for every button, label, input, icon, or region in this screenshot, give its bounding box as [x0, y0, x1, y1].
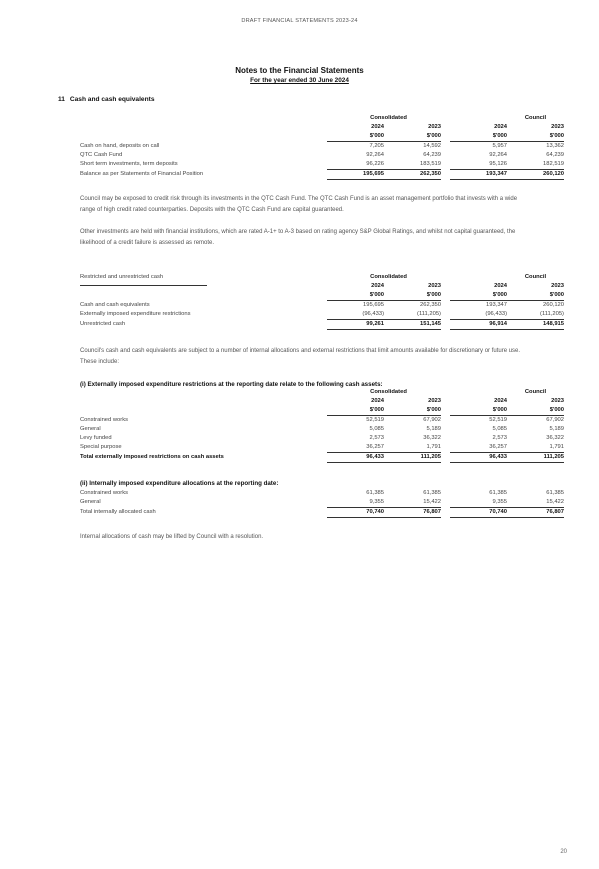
external-restrictions-table — [80, 388, 564, 463]
section-title: Cash and cash equivalents — [69, 96, 155, 103]
allocations-paragraph: Council's cash and cash equivalents are subject to a number of internal allocations and external restrictions that limit amounts available for discretionary or future use. These include: — [80, 348, 521, 365]
total-label: Balance as per Statements of Financial Position — [80, 171, 204, 177]
year-header: 2024 — [494, 124, 507, 130]
row-value: 61,385 — [423, 490, 441, 496]
row-value: 5,085 — [492, 426, 507, 432]
table-row — [80, 142, 564, 152]
row-value: 9,355 — [369, 499, 384, 505]
year-header: 2023 — [551, 283, 564, 289]
row-value: 5,189 — [426, 426, 441, 432]
year-header: 2024 — [494, 283, 507, 289]
row-value: 67,902 — [546, 417, 564, 423]
page-subtitle: For the year ended 30 June 2024 — [250, 77, 349, 84]
row-value: 61,385 — [366, 490, 384, 496]
row-label: Constrained works — [80, 416, 129, 423]
total-value: 70,740 — [450, 508, 507, 518]
row-label: Cash on hand, deposits on call — [80, 142, 160, 149]
total-row — [80, 508, 564, 518]
table-row — [80, 416, 564, 426]
year-header: 2024 — [371, 398, 384, 404]
total-value: 99,261 — [327, 320, 384, 330]
page-number: 20 — [560, 849, 567, 855]
group-council: Council — [524, 115, 547, 121]
internal-allocations-heading: (ii) Internally imposed expenditure allocations at the reporting date: — [80, 480, 279, 487]
row-label: QTC Cash Fund — [80, 152, 123, 158]
row-value: 195,695 — [363, 302, 384, 308]
total-label: Total externally imposed restrictions on cash assets — [80, 454, 224, 460]
unit-header: $'000 — [327, 291, 384, 301]
row-value: 260,120 — [543, 302, 564, 308]
row-value: 1,791 — [549, 444, 564, 450]
row-value: 182,519 — [543, 161, 564, 167]
total-value: 76,807 — [384, 508, 441, 518]
resolution-paragraph: Internal allocations of cash may be lifted by Council with a resolution. — [80, 534, 264, 540]
group-council: Council — [524, 389, 547, 395]
total-value: 148,915 — [507, 320, 564, 330]
total-value: 151,145 — [384, 320, 441, 330]
row-value: 52,519 — [489, 417, 507, 423]
year-header: 2023 — [428, 124, 441, 130]
restricted-cash-table — [80, 273, 564, 330]
row-value: 64,239 — [546, 152, 564, 158]
unit-header: $'000 — [507, 132, 564, 142]
row-value: 36,322 — [546, 435, 564, 441]
row-label: Levy funded — [80, 435, 112, 441]
total-value: 193,347 — [450, 170, 507, 180]
internal-allocations-table — [80, 489, 564, 518]
year-header: 2024 — [371, 283, 384, 289]
credit-risk-paragraph: Council may be exposed to credit risk through its investments in the QTC Cash Fund. The QTC Cash Fund is an asset management portfolio that invests with a wide range of high credit rated counterparties. Deposits with the QTC Cash Fund are capital guaranteed. — [80, 196, 518, 213]
row-value: 9,355 — [492, 499, 507, 505]
row-value: 15,422 — [423, 499, 441, 505]
row-label: General — [80, 426, 101, 432]
total-value: 96,914 — [450, 320, 507, 330]
unit-header: $'000 — [507, 291, 564, 301]
group-consolidated: Consolidated — [370, 274, 407, 280]
row-value: 95,126 — [489, 161, 507, 167]
row-value: 67,902 — [423, 417, 441, 423]
table-row — [80, 443, 564, 453]
year-header: 2023 — [551, 398, 564, 404]
unit-header: $'000 — [450, 291, 507, 301]
unit-header: $'000 — [327, 406, 384, 416]
row-value: 64,239 — [423, 152, 441, 158]
unit-header: $'000 — [384, 291, 441, 301]
row-label: Cash and cash equivalents — [80, 301, 150, 308]
total-row — [80, 320, 564, 330]
group-council: Council — [524, 274, 547, 280]
table-row — [80, 160, 564, 170]
row-value: 2,573 — [492, 435, 507, 441]
table-row — [80, 151, 564, 160]
year-header: 2023 — [428, 283, 441, 289]
row-value: 52,519 — [366, 417, 384, 423]
table-row — [80, 489, 564, 498]
row-value: 5,085 — [369, 426, 384, 432]
row-value: 7,205 — [369, 143, 384, 149]
row-value: 92,264 — [366, 152, 384, 158]
external-restrictions-heading: (i) Externally imposed expenditure restrictions at the reporting date relate to the following cash assets: — [80, 381, 383, 388]
table-row — [80, 310, 564, 320]
table-row — [80, 498, 564, 508]
restricted-cash-label: Restricted and unrestricted cash — [80, 274, 164, 280]
table-row — [80, 434, 564, 443]
year-header: 2023 — [428, 398, 441, 404]
total-value: 195,695 — [327, 170, 384, 180]
other-investments-paragraph: Other investments are held with financial institutions, which are rated A-1+ to A-3 based on rating agency S&P Global Ratings, and whilst not capital guaranteed, the likelihood of a credit failure is assessed as remote. — [80, 229, 516, 246]
unit-header: $'000 — [450, 132, 507, 142]
row-value: 5,957 — [492, 143, 507, 149]
row-label: General — [80, 499, 101, 506]
row-value: (111,205) — [540, 311, 564, 317]
row-value: 36,257 — [489, 444, 507, 450]
group-consolidated: Consolidated — [370, 389, 407, 395]
row-value: 262,350 — [420, 302, 441, 308]
row-label: Short term investments, term deposits — [80, 161, 178, 168]
row-value: 61,385 — [546, 490, 564, 496]
total-value: 96,433 — [327, 453, 384, 463]
group-consolidated: Consolidated — [370, 115, 407, 121]
total-label: Total internally allocated cash — [80, 509, 156, 515]
total-value: 111,205 — [384, 453, 441, 463]
row-value: 15,422 — [546, 499, 564, 505]
row-label: Constrained works — [80, 490, 129, 496]
row-value: 193,347 — [486, 302, 507, 308]
cash-table — [80, 114, 564, 180]
row-value: 183,519 — [420, 161, 441, 167]
total-label: Unrestricted cash — [80, 321, 126, 327]
unit-header: $'000 — [327, 132, 384, 142]
unit-header: $'000 — [384, 406, 441, 416]
row-value: (111,205) — [417, 311, 441, 317]
total-value: 262,350 — [384, 170, 441, 180]
row-value: 92,264 — [489, 152, 507, 158]
row-value: 96,226 — [366, 161, 384, 167]
row-value: (96,433) — [362, 311, 384, 317]
row-value: 36,322 — [423, 435, 441, 441]
total-value: 260,120 — [507, 170, 564, 180]
row-label: Special purpose — [80, 444, 122, 451]
row-value: 61,385 — [489, 490, 507, 496]
draft-header: DRAFT FINANCIAL STATEMENTS 2023-24 — [241, 18, 358, 24]
total-value: 76,807 — [507, 508, 564, 518]
row-value: (96,433) — [485, 311, 507, 317]
row-value: 13,362 — [546, 143, 564, 149]
total-value: 70,740 — [327, 508, 384, 518]
year-header: 2024 — [494, 398, 507, 404]
row-value: 36,257 — [366, 444, 384, 450]
unit-header: $'000 — [384, 132, 441, 142]
unit-header: $'000 — [507, 406, 564, 416]
section-number: 11 — [58, 96, 65, 103]
row-value: 1,791 — [426, 444, 441, 450]
total-row — [80, 453, 564, 463]
page-title: Notes to the Financial Statements — [235, 66, 364, 75]
row-value: 5,189 — [549, 426, 564, 432]
total-value: 111,205 — [507, 453, 564, 463]
table-row — [80, 425, 564, 434]
table-row — [80, 301, 564, 311]
total-value: 96,433 — [450, 453, 507, 463]
year-header: 2023 — [551, 124, 564, 130]
row-label: Externally imposed expenditure restrictions — [80, 311, 191, 318]
total-row — [80, 170, 564, 180]
unit-header: $'000 — [450, 406, 507, 416]
year-header: 2024 — [371, 124, 384, 130]
row-value: 14,592 — [423, 143, 441, 149]
row-value: 2,573 — [369, 435, 384, 441]
section-heading — [58, 96, 155, 103]
